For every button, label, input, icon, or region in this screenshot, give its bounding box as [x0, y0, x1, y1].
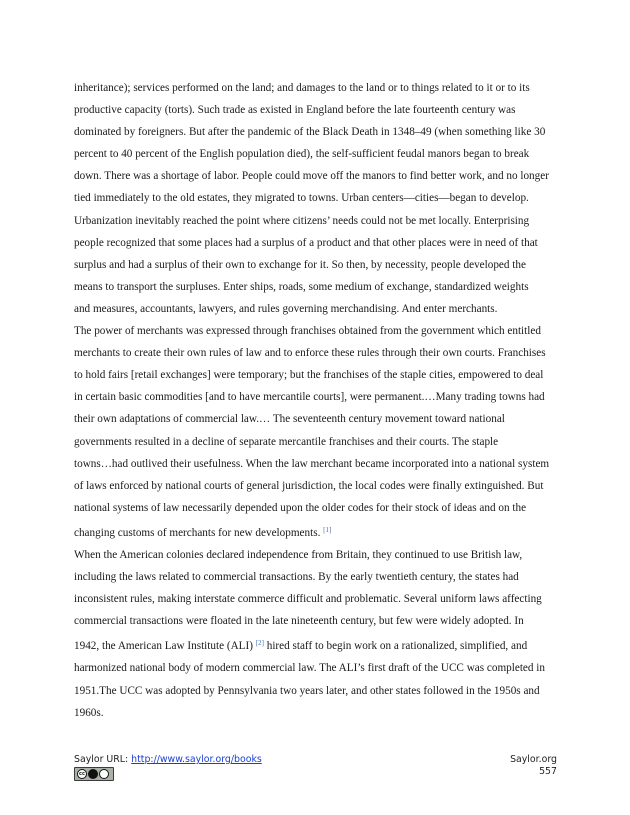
text-line: harmonized national body of modern commercial law. The ALI’s first draft of the UCC was completed in — [74, 662, 545, 675]
text-line: When the American colonies declared independence from Britain, they continued to use British law, — [74, 548, 523, 561]
text-line: towns…had outlived their usefulness. When the law merchant became incorporated into a national system — [74, 457, 550, 470]
text-line: their own adaptations of commercial law.… The seventeenth century movement toward national — [74, 413, 505, 426]
text-line-content: changing customs of merchants for new developments. — [74, 526, 321, 539]
text-line: down. There was a shortage of labor. People could move off the manors to find better work, and no longer — [74, 170, 549, 183]
page-footer — [74, 754, 557, 784]
text-line-content: 1942, the American Law Institute (ALI) — [74, 640, 253, 653]
text-line: national systems of law necessarily depended upon the older codes for their stock of ideas and on the — [74, 501, 527, 514]
text-line-content: hired staff to begin work on a rationalized, simplified, and — [263, 640, 528, 653]
text-line: inconsistent rules, making interstate commerce difficult and problematic. Several uniform laws affecting — [74, 593, 542, 606]
text-line: tied immediately to the old estates, they migrated to towns. Urban centers—cities—began to develop. — [74, 192, 529, 205]
text-line: inheritance); services performed on the land; and damages to the land or to things related to it or to its — [74, 82, 530, 94]
text-line: dominated by foreigners. But after the pandemic of the Black Death in 1348–49 (when something like 30 — [74, 126, 546, 139]
text-line — [74, 632, 558, 657]
text-line: people recognized that some places had a surplus of a product and that other places were in need of that — [74, 236, 538, 249]
text-line: governments resulted in a decline of separate mercantile franchises and their courts. The staple — [74, 435, 499, 448]
saylor-books-link[interactable]: http://www.saylor.org/books — [131, 754, 262, 765]
footer-url-label: Saylor URL: — [74, 754, 132, 765]
text-line: to hold fairs [retail exchanges] were temporary; but the franchises of the staple cities, empowered to deal — [74, 369, 544, 382]
attribution-icon — [88, 769, 98, 779]
text-line: commercial transactions were floated in the late nineteenth century, but few were widely adopted. In — [74, 615, 524, 628]
text-line: including the laws related to commercial transactions. By the early twentieth century, the states had — [74, 571, 519, 584]
text-line: 1951.The UCC was adopted by Pennsylvania two years later, and other states followed in the 1950s and — [74, 684, 540, 697]
noncommercial-icon — [99, 769, 109, 779]
text-line: 1960s. — [74, 706, 104, 719]
footer-site-name: Saylor.org — [510, 754, 557, 765]
paragraph-3 — [74, 544, 558, 724]
body-text — [74, 77, 558, 724]
creative-commons-by-nc-sa-icon — [74, 767, 114, 781]
text-line: and measures, accountants, lawyers, and rules governing merchandising. And enter merchants. — [74, 302, 498, 315]
text-line: The power of merchants was expressed through franchises obtained from the government which entitled — [74, 325, 541, 338]
text-line: Urbanization inevitably reached the point where citizens’ needs could not be met locally. Enterprising — [74, 214, 530, 227]
footer-site-info — [510, 754, 557, 778]
text-line: merchants to create their own rules of law and to enforce these rules through their own courts. Franchises — [74, 347, 546, 360]
footnote-link-2[interactable]: [2] — [255, 639, 264, 648]
text-line: means to transport the surpluses. Enter ships, roads, some medium of exchange, standardized weights — [74, 280, 529, 293]
cc-mark-icon: cc — [77, 769, 87, 779]
paragraph-2 — [74, 320, 558, 544]
page-number: 557 — [539, 766, 557, 777]
text-line: surplus and had a surplus of their own to exchange for it. So then, by necessity, people developed the — [74, 258, 526, 271]
text-line: percent to 40 percent of the English population died), the self-sufficient feudal manors began to break — [74, 148, 530, 161]
text-line: in certain basic commodities [and to have mercantile courts], were permanent.…Many trading towns had — [74, 391, 545, 404]
paragraph-1 — [74, 77, 558, 320]
footer-source — [74, 754, 262, 766]
text-line: of laws enforced by national courts of general jurisdiction, the local codes were finally extinguished. But — [74, 479, 544, 492]
text-line: productive capacity (torts). Such trade as existed in England before the late fourteenth century was — [74, 104, 516, 117]
footnote-link-1[interactable]: [1] — [323, 525, 332, 534]
text-line — [74, 519, 558, 544]
